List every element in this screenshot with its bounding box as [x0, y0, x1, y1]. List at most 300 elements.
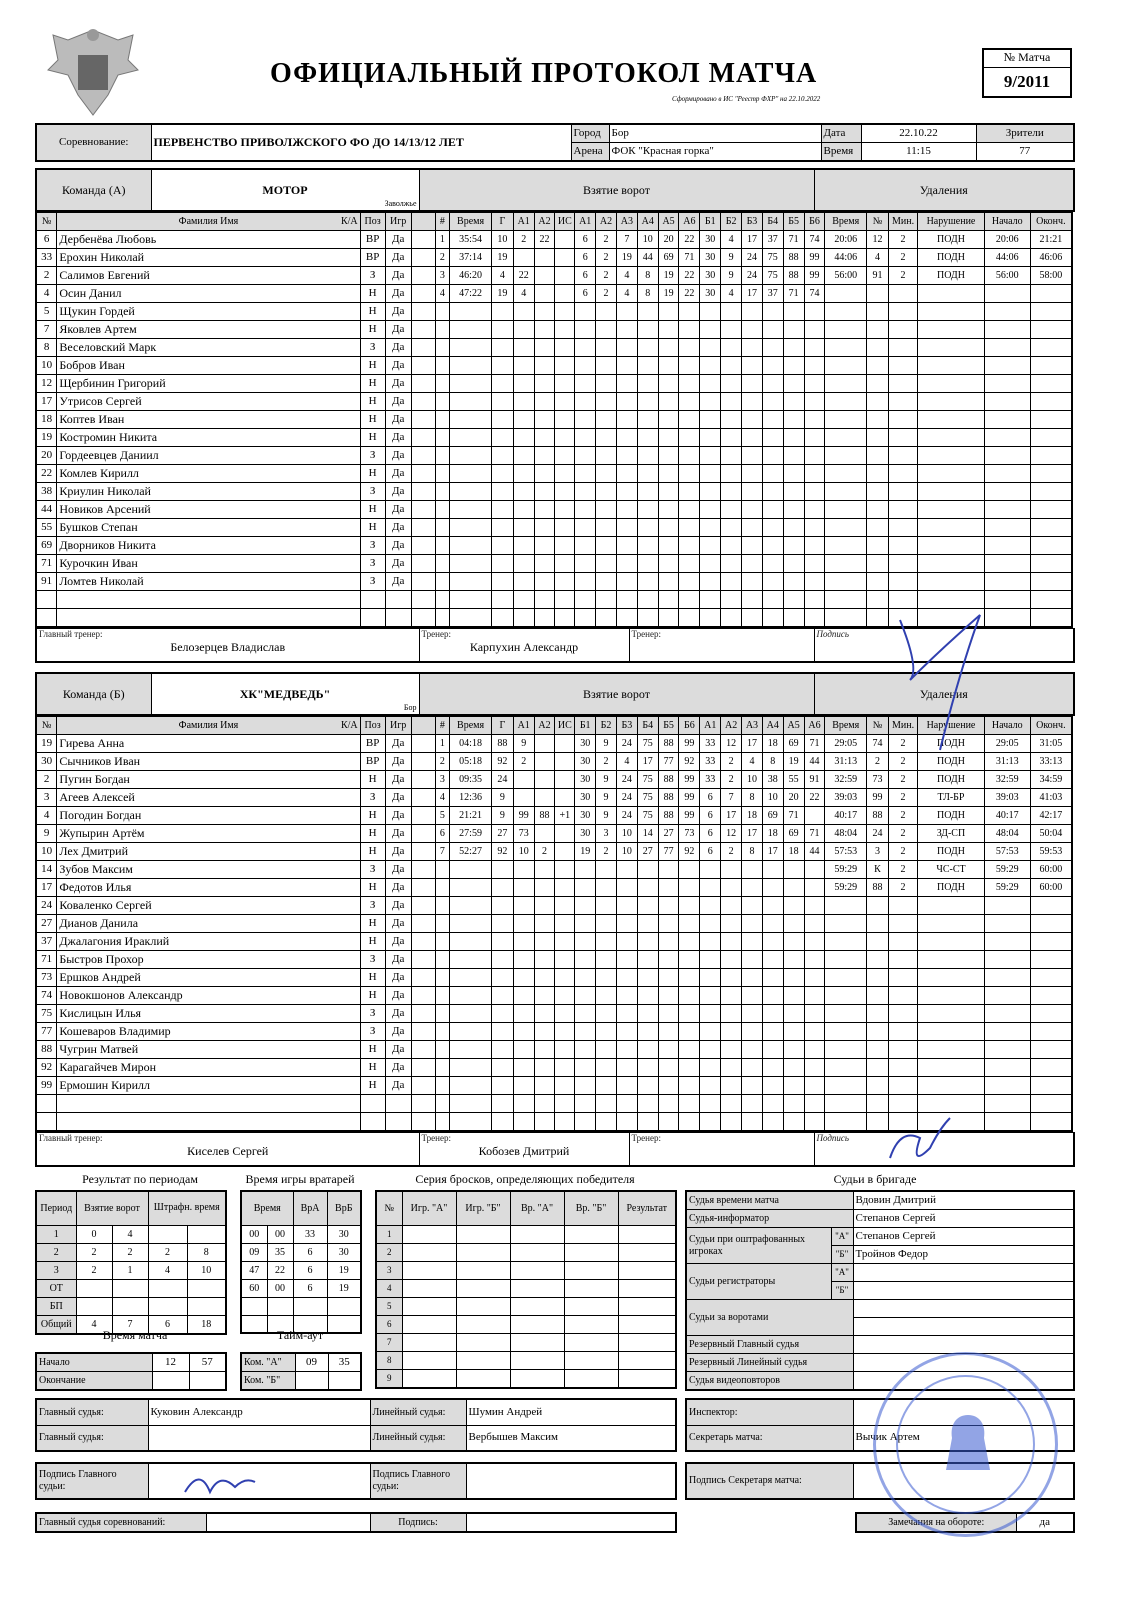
goal-cell	[721, 933, 742, 951]
penalty-cell	[984, 915, 1030, 933]
goal-cell: 12	[721, 825, 742, 843]
penalty-cell	[984, 483, 1030, 501]
coach1-name: Кобозев Дмитрий	[478, 1143, 570, 1158]
goal-cell	[637, 861, 658, 879]
goal-cell	[700, 609, 721, 627]
penalty-cell	[867, 447, 889, 465]
player-pos: З	[360, 951, 385, 969]
col-name	[57, 213, 360, 231]
shootout-num: 7	[376, 1333, 402, 1351]
goal-cell	[513, 771, 534, 789]
goal-cell	[450, 537, 492, 555]
player-number: 30	[36, 753, 57, 771]
row-spacer	[411, 1095, 435, 1113]
periods-cell: 4	[148, 1261, 187, 1279]
goal-cell	[491, 1113, 513, 1131]
row-spacer	[411, 231, 435, 249]
penalty-cell: ПОДН	[918, 753, 985, 771]
player-number: 71	[36, 951, 57, 969]
col-time: Время	[450, 717, 492, 735]
row-spacer	[411, 555, 435, 573]
player-number: 71	[36, 555, 57, 573]
goal-cell	[700, 1059, 721, 1077]
player-pos: Н	[360, 357, 385, 375]
goal-cell	[658, 303, 679, 321]
goal-cell: 18	[762, 735, 783, 753]
goal-cell	[616, 591, 637, 609]
player-pos: ВР	[360, 249, 385, 267]
goal-cell	[596, 969, 617, 987]
goal-cell	[742, 1005, 763, 1023]
player-pos: ВР	[360, 753, 385, 771]
goal-cell	[555, 1059, 575, 1077]
goal-cell: 71	[783, 231, 804, 249]
penalty-cell	[825, 375, 867, 393]
goal-cell	[491, 951, 513, 969]
goal-cell: 4	[616, 753, 637, 771]
goal-cell	[742, 303, 763, 321]
goal-cell	[658, 969, 679, 987]
penalty-cell	[888, 969, 917, 987]
goal-cell	[555, 879, 575, 897]
goal-cell: 24	[616, 789, 637, 807]
penalty-cell: 73	[867, 771, 889, 789]
goal-cell	[575, 933, 596, 951]
goal-cell	[783, 321, 804, 339]
goal-cell	[534, 447, 555, 465]
player-name: Джалагония Ираклий	[57, 933, 360, 951]
goal-cell	[555, 915, 575, 933]
goal-cell	[513, 609, 534, 627]
goal-cell	[534, 483, 555, 501]
goal-cell	[435, 1023, 450, 1041]
goal-cell	[513, 915, 534, 933]
penalty-cell: 2	[888, 771, 917, 789]
goal-cell	[596, 915, 617, 933]
col-onice-2: Б1	[700, 213, 721, 231]
penalty-cell	[1030, 1095, 1072, 1113]
goal-cell	[762, 573, 783, 591]
table-row	[36, 519, 1072, 537]
row-spacer	[411, 465, 435, 483]
player-number: 19	[36, 429, 57, 447]
goal-cell	[742, 951, 763, 969]
player-pos: Н	[360, 501, 385, 519]
goal-cell	[555, 267, 575, 285]
goal-cell	[555, 285, 575, 303]
col-a2: А2	[534, 717, 555, 735]
penalty-cell	[888, 1059, 917, 1077]
goal-cell: 30	[575, 771, 596, 789]
periods-cell	[148, 1279, 187, 1297]
col-g: Г	[491, 213, 513, 231]
player-pos: Н	[360, 1041, 385, 1059]
shootout-cell	[402, 1297, 456, 1315]
penalty-cell	[867, 411, 889, 429]
shootout-cell	[456, 1261, 510, 1279]
goal-cell: 2	[596, 843, 617, 861]
goal-cell	[575, 483, 596, 501]
goal-cell	[804, 573, 825, 591]
goal-cell	[435, 1059, 450, 1077]
shootout-cell	[402, 1333, 456, 1351]
col-pen-start: Начало	[984, 213, 1030, 231]
goal-cell	[513, 1113, 534, 1131]
player-name: Лех Дмитрий	[57, 843, 360, 861]
goal-cell	[596, 1113, 617, 1131]
arena-label: Арена	[571, 143, 609, 162]
goal-cell	[700, 915, 721, 933]
goal-cell	[679, 969, 700, 987]
head-coach-label: Главный тренер:	[39, 1132, 103, 1143]
penalty-cell	[918, 447, 985, 465]
signatures-table	[35, 1462, 677, 1500]
penalty-cell	[825, 537, 867, 555]
goal-cell: 9	[491, 807, 513, 825]
goal-cell	[762, 969, 783, 987]
periods-cell: 0	[76, 1225, 112, 1243]
goal-cell	[721, 321, 742, 339]
goal-cell	[742, 429, 763, 447]
goal-cell	[762, 429, 783, 447]
start-mm: 57	[189, 1353, 226, 1372]
goal-cell	[534, 267, 555, 285]
table-row	[36, 465, 1072, 483]
col-num: №	[36, 717, 57, 735]
row-spacer	[411, 303, 435, 321]
goal-cell	[435, 375, 450, 393]
main-ref-label-2: Главный судья:	[36, 1425, 148, 1451]
penalty-cell: 99	[867, 789, 889, 807]
goal-cell	[762, 1077, 783, 1095]
goal-cell	[534, 393, 555, 411]
penalty-cell	[825, 1005, 867, 1023]
goal-cell	[700, 1041, 721, 1059]
player-pos	[360, 1095, 385, 1113]
goal-cell	[450, 465, 492, 483]
col-pen-time: Время	[825, 213, 867, 231]
goal-cell	[721, 1005, 742, 1023]
goal-cell	[575, 1023, 596, 1041]
player-number: 12	[36, 375, 57, 393]
goal-judges-label: Судьи за воротами	[686, 1300, 853, 1336]
goal-cell	[637, 357, 658, 375]
shootout-cell	[456, 1297, 510, 1315]
line-ref-label: Линейный судья:	[370, 1399, 466, 1425]
shootout-header: Игр. "А"	[402, 1191, 456, 1225]
goal-cell: 9	[721, 267, 742, 285]
goal-cell	[513, 897, 534, 915]
goal-cell: 4	[435, 789, 450, 807]
shootout-cell	[510, 1333, 564, 1351]
goal-cell	[700, 555, 721, 573]
goal-cell	[513, 1005, 534, 1023]
player-number: 17	[36, 393, 57, 411]
col-onice-1: Б2	[596, 717, 617, 735]
penalty-cell	[867, 321, 889, 339]
goal-cell	[804, 357, 825, 375]
coach1-name: Карпухин Александр	[469, 639, 579, 654]
goal-cell	[804, 609, 825, 627]
player-number	[36, 609, 57, 627]
table-row	[36, 483, 1072, 501]
player-number: 2	[36, 771, 57, 789]
goal-cell	[491, 447, 513, 465]
penalty-cell	[888, 915, 917, 933]
penalty-cell	[867, 591, 889, 609]
goal-cell	[616, 933, 637, 951]
goal-cell: 75	[637, 807, 658, 825]
goal-cell	[637, 573, 658, 591]
goal-cell: 44	[804, 843, 825, 861]
penalty-cell: 57:53	[984, 843, 1030, 861]
goal-cell: 4	[513, 285, 534, 303]
row-spacer	[411, 483, 435, 501]
penalty-cell	[867, 915, 889, 933]
goal-cell	[804, 897, 825, 915]
goal-cell: 5	[435, 807, 450, 825]
goal-cell	[658, 501, 679, 519]
player-number: 18	[36, 411, 57, 429]
goal-cell	[700, 375, 721, 393]
secretary-label: Секретарь матча:	[686, 1425, 853, 1451]
time-value: 11:15	[861, 143, 976, 162]
goal-cell	[721, 1023, 742, 1041]
goal-cell	[555, 951, 575, 969]
penalty-cell: 20:06	[984, 231, 1030, 249]
goal-cell	[679, 987, 700, 1005]
goal-cell	[658, 861, 679, 879]
player-pos: Н	[360, 393, 385, 411]
penalty-cell	[825, 987, 867, 1005]
penalties-section-label: Удаления	[814, 673, 1074, 715]
player-name: Агеев Алексей	[57, 789, 360, 807]
goal-cell	[435, 357, 450, 375]
goal-cell	[555, 555, 575, 573]
penalty-cell	[918, 537, 985, 555]
goal-cell	[783, 1059, 804, 1077]
player-play: Да	[385, 321, 411, 339]
penalty-cell: 2	[888, 861, 917, 879]
timeout-title: Тайм-аут	[276, 1328, 324, 1342]
player-name	[57, 591, 360, 609]
goal-cell	[783, 411, 804, 429]
goal-cell: 99	[513, 807, 534, 825]
table-row	[36, 933, 1072, 951]
periods-cell: БП	[36, 1297, 76, 1315]
goal-cell	[679, 861, 700, 879]
penalty-cell: ПОДН	[918, 771, 985, 789]
goal-cell	[658, 1077, 679, 1095]
goal-cell	[742, 339, 763, 357]
penalty-cell	[984, 465, 1030, 483]
penalty-cell	[984, 591, 1030, 609]
goal-cell	[596, 1041, 617, 1059]
col-pos: Поз	[360, 717, 385, 735]
goal-cell	[679, 321, 700, 339]
goal-cell: 2	[596, 753, 617, 771]
goal-cell	[742, 933, 763, 951]
officials-title: Судьи в бригаде	[833, 1172, 917, 1186]
goal-cell: 6	[700, 843, 721, 861]
periods-cell: 8	[187, 1243, 226, 1261]
table-row	[36, 1261, 226, 1279]
table-row	[36, 357, 1072, 375]
table-row	[36, 1041, 1072, 1059]
player-pos: Н	[360, 1059, 385, 1077]
goal-cell	[450, 447, 492, 465]
shootout-table	[375, 1190, 677, 1389]
shootout-cell	[618, 1315, 676, 1333]
goal-cell	[804, 969, 825, 987]
table-row	[36, 393, 1072, 411]
shootout-cell	[456, 1243, 510, 1261]
goal-cell	[804, 1095, 825, 1113]
goal-cell	[555, 501, 575, 519]
goal-cell	[804, 807, 825, 825]
shootout-cell	[618, 1225, 676, 1243]
goal-cell	[762, 339, 783, 357]
player-pos: З	[360, 789, 385, 807]
goal-cell	[658, 609, 679, 627]
goal-cell	[555, 1041, 575, 1059]
shootout-cell	[510, 1261, 564, 1279]
goal-cell	[804, 447, 825, 465]
goal-cell: 9	[596, 807, 617, 825]
goal-cell	[721, 951, 742, 969]
player-play: Да	[385, 771, 411, 789]
row-spacer	[411, 879, 435, 897]
goal-cell	[596, 1005, 617, 1023]
goal-cell: 17	[742, 735, 763, 753]
goal-cell	[762, 933, 783, 951]
goal-cell	[637, 969, 658, 987]
penalty-cell: 12	[867, 231, 889, 249]
player-name: Коптев Иван	[57, 411, 360, 429]
goal-cell	[491, 591, 513, 609]
penalty-cell	[918, 573, 985, 591]
goal-cell	[596, 339, 617, 357]
goal-cell	[450, 321, 492, 339]
goal-cell: 30	[575, 753, 596, 771]
player-number: 77	[36, 1023, 57, 1041]
goal-cell	[555, 861, 575, 879]
goal-cell	[616, 411, 637, 429]
goal-cell	[637, 951, 658, 969]
goal-cell	[804, 303, 825, 321]
goal-cell	[721, 987, 742, 1005]
row-spacer	[411, 357, 435, 375]
signature-mark-1	[880, 610, 1020, 760]
periods-table	[35, 1190, 227, 1335]
player-pos: З	[360, 267, 385, 285]
goal-cell	[804, 1113, 825, 1131]
col-onice-2: А6	[804, 717, 825, 735]
row-spacer	[411, 393, 435, 411]
player-number: 37	[36, 933, 57, 951]
goal-cell	[596, 411, 617, 429]
penalty-cell	[984, 285, 1030, 303]
goal-cell	[575, 537, 596, 555]
player-play: Да	[385, 1059, 411, 1077]
goal-cell	[596, 879, 617, 897]
penalty-cell	[867, 483, 889, 501]
goal-cell: 74	[804, 231, 825, 249]
table-row	[36, 321, 1072, 339]
table-row	[36, 1225, 226, 1243]
goal-cell: 9	[491, 789, 513, 807]
goal-cell	[513, 357, 534, 375]
player-name: Щербинин Григорий	[57, 375, 360, 393]
shootout-cell	[618, 1279, 676, 1297]
goal-cell	[637, 537, 658, 555]
goal-cell: 2	[435, 753, 450, 771]
goal-cell: 99	[804, 267, 825, 285]
goal-cell	[491, 339, 513, 357]
goal-cell: 6	[700, 825, 721, 843]
goal-cell	[575, 1077, 596, 1095]
goalie-b: 30	[327, 1225, 361, 1243]
goal-cell	[534, 771, 555, 789]
shootout-cell	[402, 1279, 456, 1297]
player-name: Пугин Богдан	[57, 771, 360, 789]
comp-main-label: Главный судья соревнований:	[36, 1513, 206, 1532]
goal-cell	[435, 447, 450, 465]
goal-cell: 9	[596, 771, 617, 789]
player-pos: Н	[360, 987, 385, 1005]
goal-cell: 2	[435, 249, 450, 267]
match-info	[35, 123, 1075, 162]
table-row	[36, 303, 1072, 321]
player-number: 10	[36, 843, 57, 861]
goal-cell	[616, 861, 637, 879]
penalty-cell	[918, 555, 985, 573]
goalie-ss	[267, 1297, 293, 1315]
col-onice-1: Б5	[658, 717, 679, 735]
goal-cell	[637, 933, 658, 951]
player-number: 14	[36, 861, 57, 879]
periods-cell: 3	[36, 1261, 76, 1279]
line-ref-1: Шумин Андрей	[466, 1399, 676, 1425]
periods-cell: 2	[36, 1243, 76, 1261]
goal-cell: 69	[783, 735, 804, 753]
player-pos: Н	[360, 771, 385, 789]
goal-cell: 73	[679, 825, 700, 843]
goal-cell	[513, 1023, 534, 1041]
goal-cell	[435, 573, 450, 591]
goal-cell	[450, 987, 492, 1005]
goal-cell	[742, 987, 763, 1005]
goal-cell	[555, 609, 575, 627]
goal-cell	[575, 591, 596, 609]
goal-cell: 88	[783, 249, 804, 267]
goal-cell	[721, 897, 742, 915]
penalty-cell	[984, 321, 1030, 339]
row-spacer	[411, 897, 435, 915]
row-spacer	[411, 321, 435, 339]
goal-cell	[742, 609, 763, 627]
goal-cell	[658, 1095, 679, 1113]
penalty-cell	[825, 501, 867, 519]
goal-cell	[616, 1077, 637, 1095]
row-spacer	[411, 591, 435, 609]
goal-cell	[783, 537, 804, 555]
goal-cell	[435, 303, 450, 321]
goal-cell	[555, 231, 575, 249]
player-name: Карагайчев Мирон	[57, 1059, 360, 1077]
penalty-cell: 42:17	[1030, 807, 1072, 825]
goal-cell: 2	[721, 843, 742, 861]
